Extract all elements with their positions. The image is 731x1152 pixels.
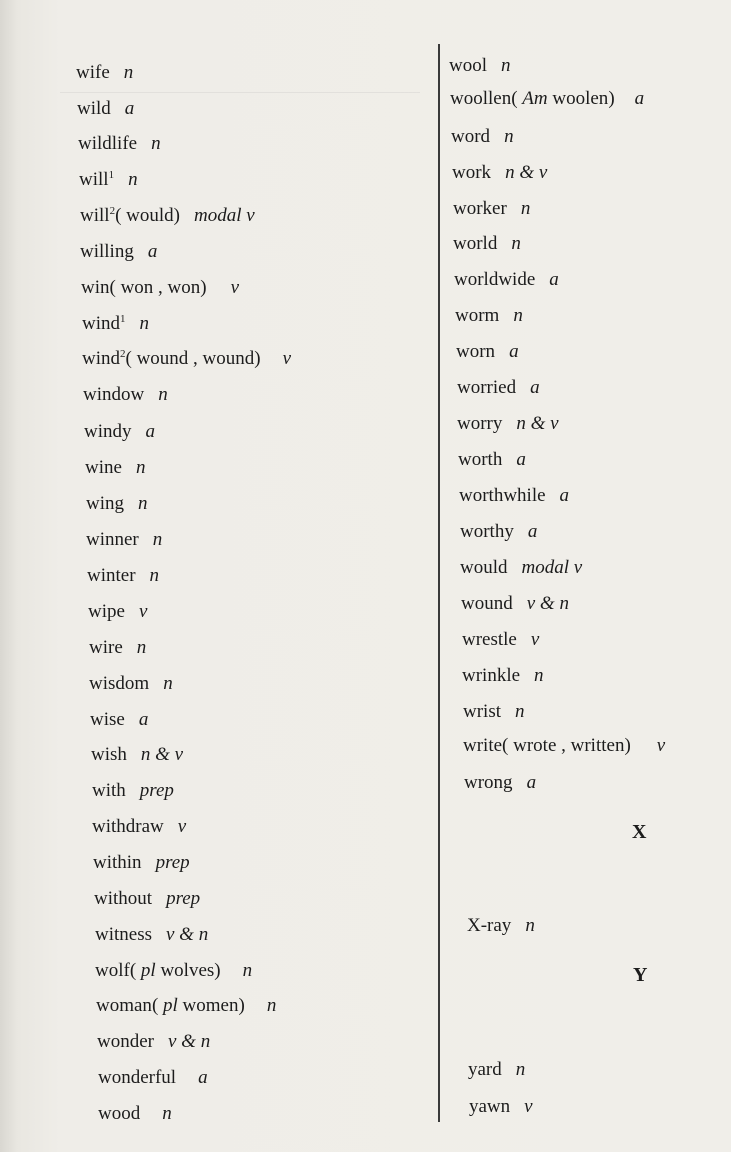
entry-within: within prep <box>93 852 190 873</box>
entry-wool: wool n <box>449 55 511 76</box>
entry-worm: worm n <box>455 305 523 326</box>
entry-without: without prep <box>94 888 201 909</box>
section-letter-x: X <box>632 821 647 843</box>
entry-wire: wire n <box>89 637 147 658</box>
entry-wild: wild a <box>77 98 135 119</box>
bleed-through-line <box>60 92 420 93</box>
entry-write: write( wrote , written) v <box>463 735 666 756</box>
entry-worry: worry n & v <box>457 413 559 434</box>
entry-would: would modal v <box>460 557 583 578</box>
entry-worldwide: worldwide a <box>454 269 559 290</box>
entry-yawn: yawn v <box>469 1096 533 1117</box>
entry-wrist: wrist n <box>463 701 525 722</box>
entry-worthwhile: worthwhile a <box>459 485 570 506</box>
entry-woollen: woollen( Am woolen) a <box>450 88 645 109</box>
entry-wisdom: wisdom n <box>89 673 173 694</box>
entry-wood: wood n <box>98 1103 172 1124</box>
entry-x-ray: X-ray n <box>467 915 535 936</box>
entry-willing: willing a <box>80 241 158 262</box>
section-letter-y: Y <box>633 964 648 986</box>
entry-winner: winner n <box>86 529 163 550</box>
entry-wolf: wolf( pl wolves) n <box>95 960 253 981</box>
column-divider <box>438 44 440 1122</box>
entry-with: with prep <box>92 780 174 801</box>
entry-worth: worth a <box>458 449 526 470</box>
entry-wonderful: wonderful a <box>98 1067 208 1088</box>
entry-wife: wife n <box>76 62 134 83</box>
entry-will-1: will$^1$ n <box>79 169 138 190</box>
entry-wrong: wrong a <box>464 772 537 793</box>
entry-winter: winter n <box>87 565 160 586</box>
entry-wish: wish n & v <box>91 744 184 765</box>
entry-wound: wound v & n <box>461 593 569 614</box>
entry-word: word n <box>451 126 514 147</box>
entry-worried: worried a <box>457 377 540 398</box>
entry-work: work n & v <box>452 162 548 183</box>
entry-withdraw: withdraw v <box>92 816 187 837</box>
entry-wildlife: wildlife n <box>78 133 161 154</box>
entry-win: win( won , won) v <box>81 277 240 298</box>
entry-wine: wine n <box>85 457 146 478</box>
entry-worthy: worthy a <box>460 521 538 542</box>
entry-wrestle: wrestle v <box>462 629 540 650</box>
entry-world: world n <box>453 233 521 254</box>
entry-wing: wing n <box>86 493 148 514</box>
entry-wipe: wipe v <box>88 601 148 622</box>
entry-window: window n <box>83 384 168 405</box>
entry-wise: wise a <box>90 709 149 730</box>
entry-wrinkle: wrinkle n <box>462 665 544 686</box>
entry-woman: woman( pl women) n <box>96 995 277 1016</box>
entry-worker: worker n <box>453 198 531 219</box>
entry-wind-1: wind$^1$ n <box>82 313 149 334</box>
entry-yard: yard n <box>468 1059 526 1080</box>
entry-wonder: wonder v & n <box>97 1031 211 1052</box>
entry-wind-2: wind$^2$( wound , wound) v <box>82 348 292 369</box>
entry-windy: windy a <box>84 421 155 442</box>
entry-witness: witness v & n <box>95 924 209 945</box>
entry-will-2: will$^2$( would) modal v <box>80 205 255 226</box>
entry-worn: worn a <box>456 341 519 362</box>
